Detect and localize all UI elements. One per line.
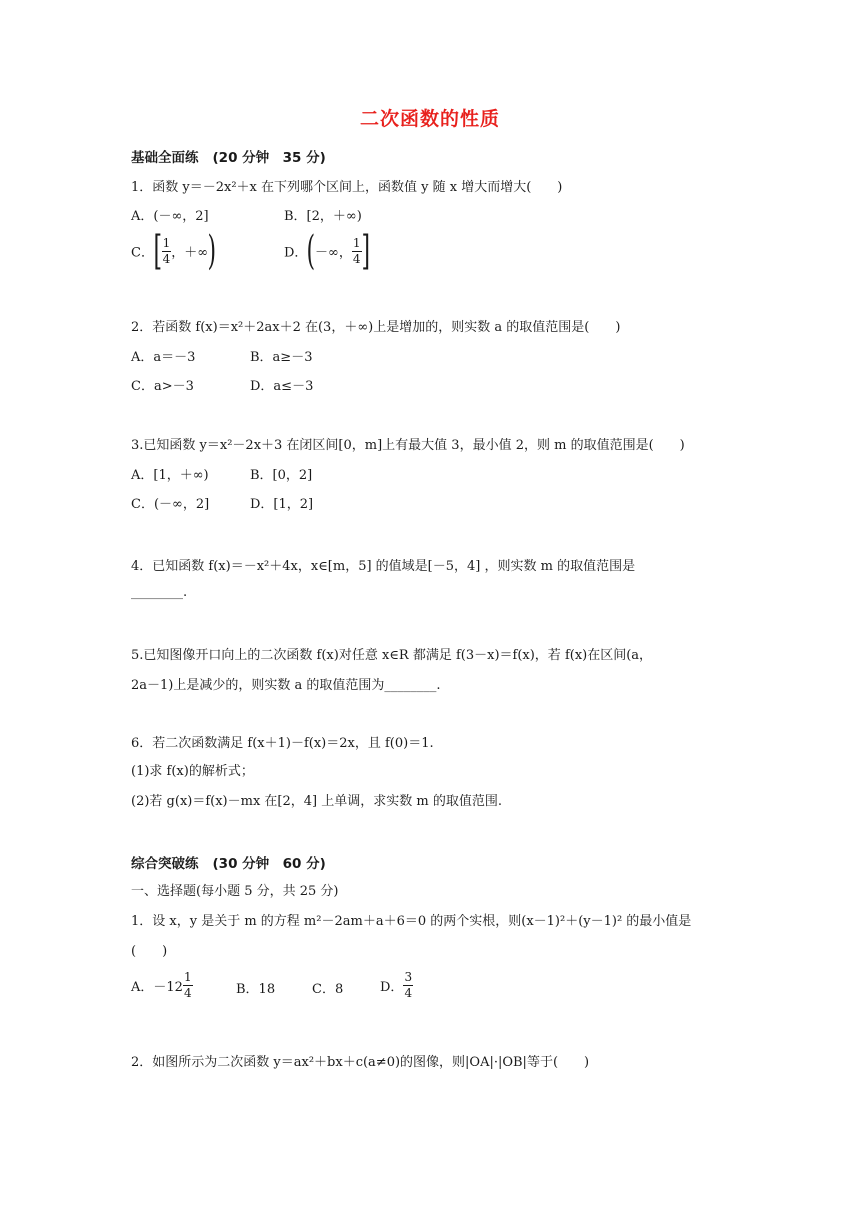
numerator: 3 [404,970,413,984]
question-4-blank: ________. [131,585,188,600]
s1-option-c: C．8 [312,982,344,997]
question-1-stem: 1．函数 y＝－2x²＋x 在下列哪个区间上，函数值 y 随 x 增大而增大( ) [131,180,563,195]
left-paren: ( [306,228,316,274]
section-title: 综合突破练 [131,856,199,872]
left-bracket: [ [153,228,163,274]
fraction [183,970,193,1001]
interval-tail: ，＋∞ [171,245,209,261]
q2-option-b: B．a≥－3 [250,350,313,365]
option-label: A．－12 [131,980,183,995]
section-meta: (20 分钟 35 分) [212,150,326,166]
q1-option-b: B．[2，＋∞) [284,209,362,224]
s-question-1-line2: ( ) [131,944,168,959]
right-bracket: ] [361,228,370,274]
question-5-line2: 2a－1)上是减少的，则实数 a 的取值范围为________. [131,678,441,693]
numerator: 1 [183,970,192,984]
question-5-line1: 5.已知图像开口向上的二次函数 f(x)对任意 x∈R 都满足 f(3－x)＝f(x)，若 f(x)在区间(a， [131,648,653,663]
section-meta: (30 分钟 60 分) [212,856,326,872]
numerator: 1 [352,235,361,250]
q3-option-d: D．[1，2] [250,497,314,512]
q2-option-a: A．a＝－3 [131,350,196,365]
q1-option-c [131,228,217,274]
q2-option-d: D．a≤－3 [250,379,314,394]
fraction [162,236,172,267]
q2-option-c: C．a>－3 [131,379,194,394]
question-6-stem: 6．若二次函数满足 f(x＋1)－f(x)＝2x，且 f(0)＝1. [131,736,434,751]
s1-option-b: B．18 [236,982,276,997]
denominator: 4 [162,251,171,266]
option-label: D． [380,980,404,995]
denominator: 4 [183,986,192,1000]
page-title: 二次函数的性质 [359,108,500,130]
question-2-stem: 2．若函数 f(x)＝x²＋2ax＋2 在(3，＋∞)上是增加的，则实数 a 的取值范围是( ) [131,320,621,335]
section-title: 基础全面练 [131,150,199,166]
s1-option-d [380,970,413,1001]
question-3-stem: 3.已知函数 y＝x²－2x＋3 在闭区间[0，m]上有最大值 3，最小值 2，则 m 的取值范围是( ) [131,438,685,453]
question-6-part2: (2)若 g(x)＝f(x)－mx 在[2，4] 上单调，求实数 m 的取值范围. [131,794,502,809]
s-question-2-stem: 2．如图所示为二次函数 y＝ax²＋bx＋c(a≠0)的图像，则|OA|·|OB|等于( ) [131,1055,590,1070]
option-label: C． [131,245,154,261]
fraction [352,236,362,267]
denominator: 4 [404,986,413,1000]
q1-option-d [284,228,370,274]
section-heading-comprehensive [131,852,326,872]
numerator: 1 [162,235,171,250]
q3-option-c: C．(－∞，2] [131,497,210,512]
fraction [403,970,413,1001]
part-heading: 一、选择题(每小题 5 分，共 25 分) [131,884,339,899]
s-question-1-line1: 1．设 x，y 是关于 m 的方程 m²－2am＋a＋6＝0 的两个实根，则(x－1)²＋(y－1)² 的最小值是 [131,914,692,929]
q3-option-b: B．[0，2] [250,468,313,483]
option-label: D． [284,245,308,261]
question-6-part1: (1)求 f(x)的解析式； [131,764,254,779]
denominator: 4 [352,251,361,266]
question-4-line1: 4．已知函数 f(x)＝－x²＋4x，x∈[m，5] 的值域是[－5，4] ，则实数 m 的取值范围是 [131,559,636,574]
s1-option-a [131,970,193,1001]
section-heading-basic [131,146,326,166]
q3-option-a: A．[1，＋∞) [131,468,209,483]
q1-option-a: A．(－∞，2] [131,209,209,224]
interval-head: －∞， [315,245,352,261]
right-paren: ) [207,228,217,274]
